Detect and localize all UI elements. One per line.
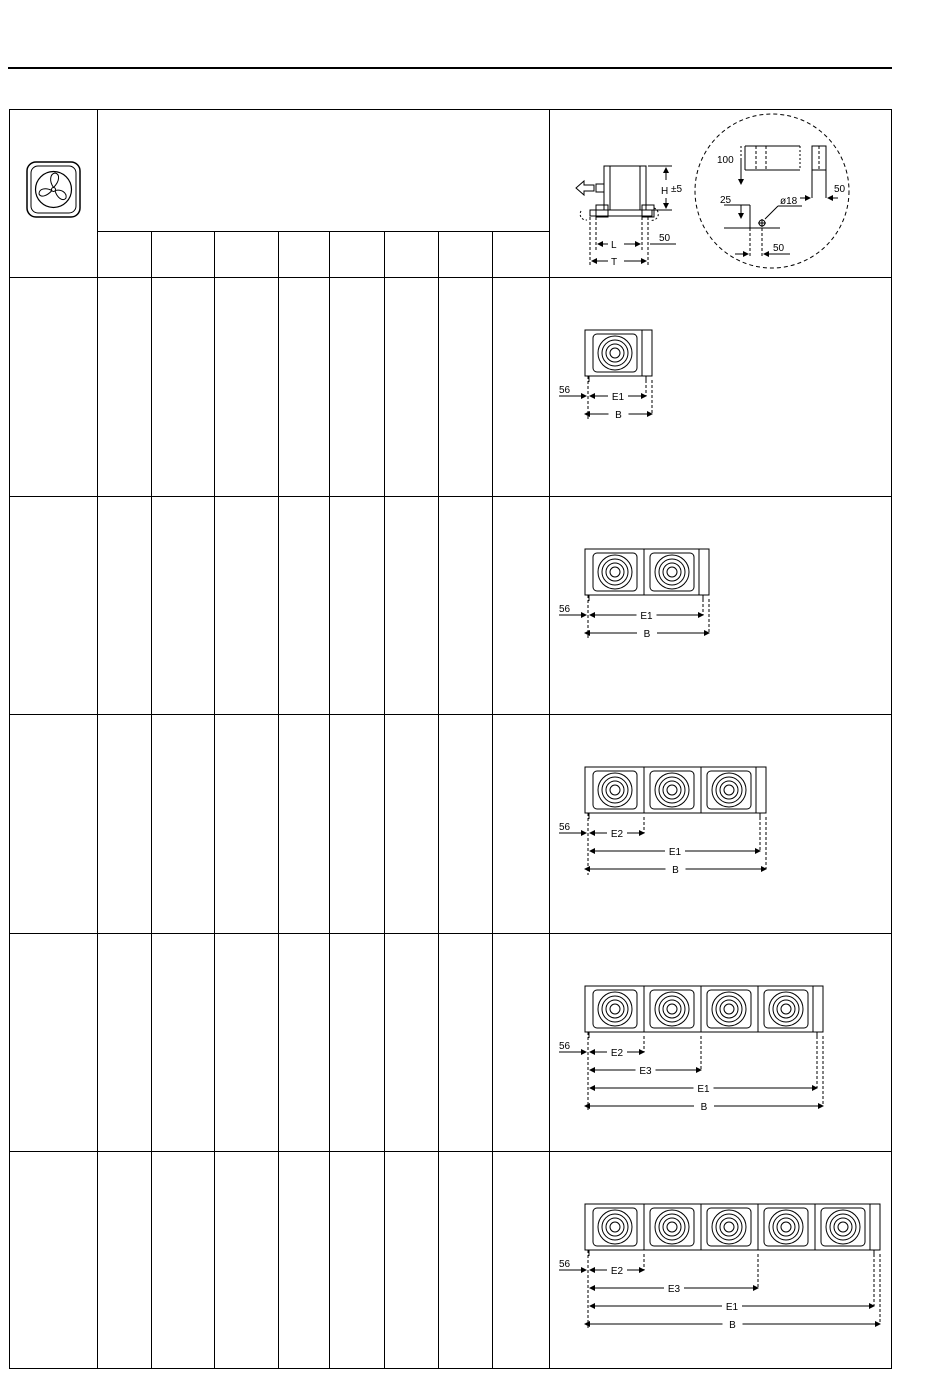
dimension-label: E2 [610, 1048, 624, 1059]
height-label: H [661, 186, 669, 197]
fan-icon [663, 781, 681, 799]
fan-icon [610, 1004, 620, 1014]
fan-icon [724, 785, 734, 795]
fan-icon [655, 773, 689, 807]
fan-unit-diagram [559, 767, 766, 876]
fan-icon [606, 1218, 624, 1236]
dimension-label: E2 [610, 1266, 624, 1277]
fan-icon [769, 1210, 803, 1244]
unit-housing [585, 1204, 880, 1250]
fan-icon [655, 992, 689, 1026]
fan-icon [720, 1000, 738, 1018]
fan-unit-diagram [559, 330, 652, 421]
fan-icon [667, 1004, 677, 1014]
fan-icon [781, 1222, 791, 1232]
fan-icon [826, 1210, 860, 1244]
dimension-label: B [700, 1102, 708, 1113]
dimension-label: B [729, 1320, 736, 1331]
dimension-label: E1 [611, 392, 625, 403]
dimension-label: E2 [610, 829, 624, 840]
offset-56-label: 56 [559, 385, 571, 396]
fan-icon [720, 1218, 738, 1236]
fan-icon [838, 1222, 848, 1232]
dimension-label: E1 [697, 1084, 710, 1095]
fan-icon [655, 555, 689, 589]
fan-icon [712, 992, 746, 1026]
fan-icon [712, 773, 746, 807]
fan-icon [667, 1222, 677, 1232]
unit-housing [585, 549, 709, 595]
offset-56-label: 56 [559, 1259, 571, 1270]
depth-label: T [611, 257, 618, 268]
fan-icon [606, 563, 624, 581]
dim-50-bottom-label: 50 [773, 243, 785, 254]
fan-icon [606, 1000, 624, 1018]
fan-icon [598, 555, 632, 589]
fan-icon [598, 1210, 632, 1244]
fan-icon [27, 162, 80, 217]
fan-icon [598, 992, 632, 1026]
fan-icon [655, 1210, 689, 1244]
fan-icon [598, 773, 632, 807]
dim-50-right-label: 50 [834, 184, 846, 195]
fan-icon [598, 336, 632, 370]
fan-icon [610, 1222, 620, 1232]
fan-icon [667, 785, 677, 795]
unit-housing [585, 767, 766, 813]
dimension-label: B [615, 410, 622, 421]
airflow-arrow-icon [576, 181, 594, 195]
fan-icon [663, 563, 681, 581]
fan-icon [606, 344, 624, 362]
fan-icon [610, 785, 620, 795]
fan-icon [724, 1222, 734, 1232]
length-label: L [611, 240, 617, 251]
fan-unit-diagram [559, 549, 709, 640]
dimension-label: E3 [639, 1066, 652, 1077]
fan-icon [667, 567, 677, 577]
dimension-label: E3 [667, 1284, 681, 1295]
fan-icon [724, 1004, 734, 1014]
fan-icon [610, 567, 620, 577]
dimension-label: E1 [668, 847, 682, 858]
offset-56-label: 56 [559, 1041, 571, 1052]
offset-56-label: 56 [559, 604, 571, 615]
dimension-label: E1 [725, 1302, 739, 1313]
table-grid [10, 110, 892, 1369]
fan-icon [769, 992, 803, 1026]
offset-56-label: 56 [559, 822, 571, 833]
fan-drawings [559, 330, 880, 1331]
fan-icon [712, 1210, 746, 1244]
fan-unit-diagram [559, 986, 823, 1113]
fan-icon [781, 1004, 791, 1014]
dim-25-label: 25 [720, 195, 732, 206]
hole-diameter-label: ø18 [780, 196, 798, 207]
fan-icon [610, 348, 620, 358]
fan-icon [663, 1000, 681, 1018]
fan-icon [663, 1218, 681, 1236]
unit-side-view [576, 166, 676, 266]
dimension-label: E1 [640, 611, 653, 622]
fan-icon [606, 781, 624, 799]
offset-50-label: 50 [659, 233, 671, 244]
mounting-detail-view [695, 114, 849, 268]
dim-100-label: 100 [717, 155, 734, 166]
fan-icon [777, 1218, 795, 1236]
fan-icon [834, 1218, 852, 1236]
dimension-label: B [672, 865, 679, 876]
fan-icon [777, 1000, 795, 1018]
fan-unit-diagram [559, 1204, 880, 1331]
fan-icon [720, 781, 738, 799]
dimension-label: B [643, 629, 651, 640]
height-tolerance: ±5 [671, 184, 683, 195]
